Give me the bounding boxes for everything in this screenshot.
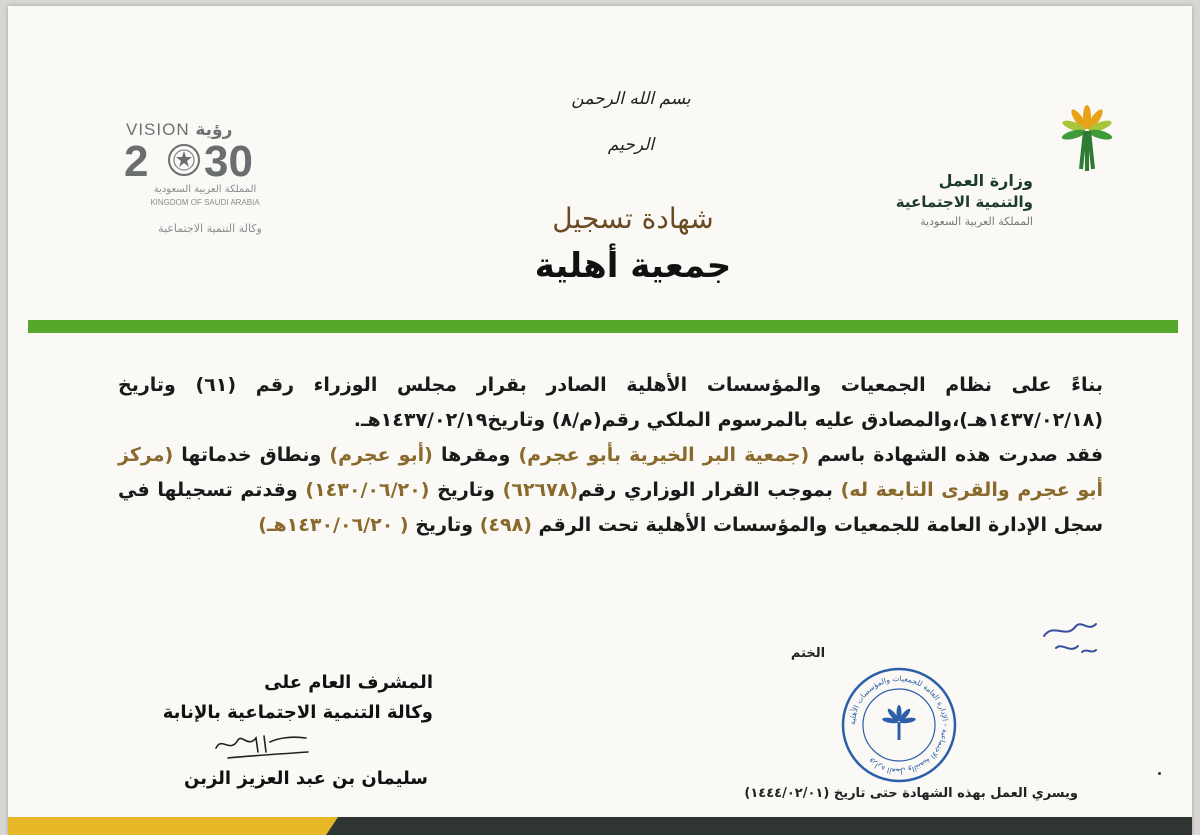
body-text-e: وتاريخ [429, 479, 503, 501]
vision-wordmark [126, 120, 232, 140]
year-digit-2: 2 [124, 138, 149, 184]
vision-year-graphic [120, 138, 310, 184]
vision-2030-logo [120, 118, 310, 238]
ministry-name-line2: والتنمية الاجتماعية [895, 193, 1033, 211]
body-text-a: فقد صدرت هذه الشهادة باسم [809, 444, 1104, 466]
headquarters: (أبو عجرم) [329, 444, 433, 466]
signature-icon [208, 718, 318, 768]
signer-name: سليمان بن عبد العزيز الزبن [184, 768, 428, 789]
decision-date: (١٤٣٠/٠٦/٢٠) [305, 479, 430, 501]
body-paragraph-1: بناءً على نظام الجمعيات والمؤسسات الأهلية الصادر بقرار مجلس الوزراء رقم (٦١) وتاريخ (١٤٣٧/٠٢/١٨هـ)،والمصادق عليه بالمرسوم الملكي رقم(م/٨) وتاريخ١٤٣٧/٠٢/١٩هـ. [118, 374, 1103, 431]
registration-date: ( ١٤٣٠/٠٦/٢٠هـ) [258, 514, 409, 536]
seal-label: الختم [790, 646, 826, 661]
ministry-name-line1: وزارة العمل [938, 171, 1033, 190]
body-text-g: وتاريخ [408, 514, 480, 536]
seal-ring-text: وزارة العمل والتنمية الاجتماعية - الإدارة العامة للجمعيات والمؤسسات الأهلية [847, 673, 951, 777]
ministry-logo [895, 101, 1123, 241]
certificate-subtitle: جمعية أهلية [534, 246, 732, 286]
body-text-f: وقدتم تسجيلها في سجل الإدارة العامة للجمعيات والمؤسسات الأهلية تحت الرقم [118, 479, 1103, 536]
association-name: (جمعية البر الخيرية بأبو عجرم) [518, 444, 810, 466]
basmala-calligraphy: بسم الله الرحمن الرحيم [571, 89, 691, 155]
body-text-d: بموجب القرار الوزاري رقم [578, 479, 841, 501]
agency-label: وكالة التنمية الاجتماعية [158, 222, 262, 235]
official-seal-icon [840, 666, 958, 784]
decision-number: (٦٢٦٧٨) [502, 479, 579, 501]
registration-number: (٤٩٨) [479, 514, 532, 536]
vision-en-label: VISION [126, 120, 190, 139]
year-digits-30: 30 [204, 138, 253, 184]
certificate-body [118, 368, 1103, 543]
body-text-b: ومقرها [432, 444, 519, 466]
vision-ar-label: رؤية [195, 120, 233, 140]
certificate-title: شهادة تسجيل [552, 202, 714, 235]
mark-dot [1158, 772, 1161, 775]
ministry-country: المملكة العربية السعودية [920, 215, 1033, 228]
palm-icon [1051, 101, 1123, 173]
kingdom-en-label: KINGDOM OF SAUDI ARABIA [150, 198, 260, 207]
supervisor-line2: وكالة التنمية الاجتماعية بالإنابة [162, 702, 433, 723]
validity-date: ويسري العمل بهذه الشهادة حتى تاريخ (١٤٤٤/٠٢/٠١) [744, 786, 1078, 801]
footer-band [8, 809, 1192, 835]
kingdom-ar-label: المملكة العربية السعودية [153, 184, 257, 195]
handwritten-note-icon [1036, 614, 1106, 664]
body-text-c: ونطاق خدماتها [173, 444, 330, 466]
service-scope: (مركز أبو عجرم والقرى التابعة له) [118, 444, 1104, 501]
supervisor-line1: المشرف العام على [264, 672, 433, 693]
certificate-sheet [8, 6, 1192, 835]
green-divider [28, 320, 1178, 333]
emblem-icon [169, 145, 199, 175]
